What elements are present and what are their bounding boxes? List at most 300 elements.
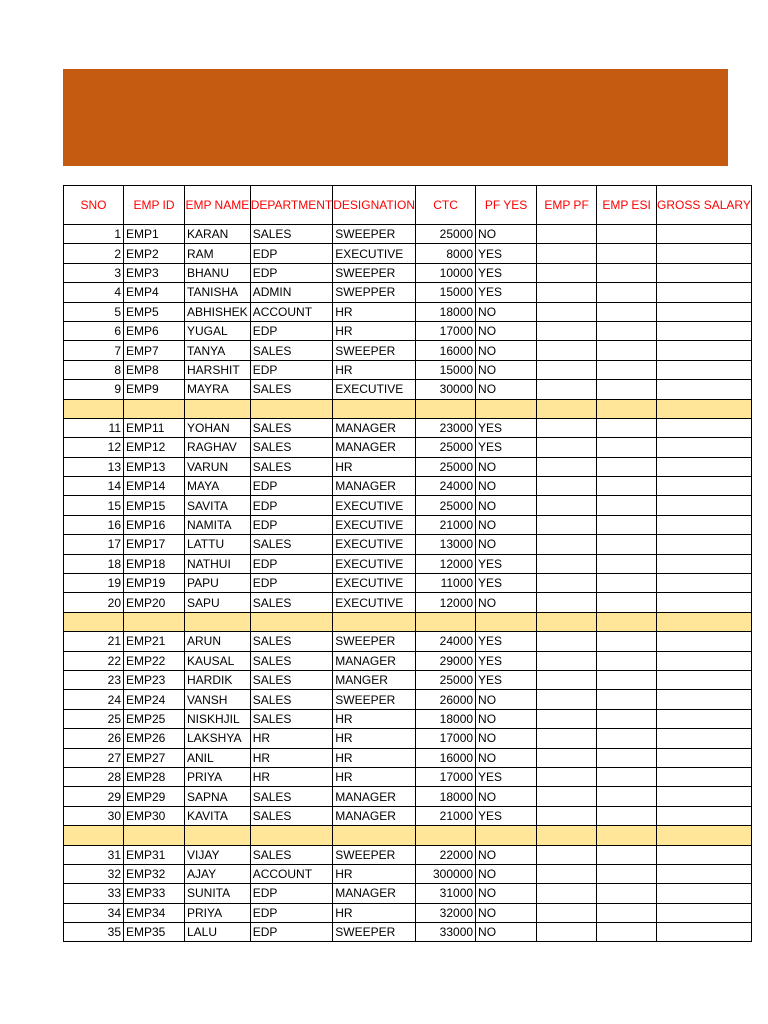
- cell-emp-id[interactable]: EMP6: [124, 321, 185, 340]
- separator-cell[interactable]: [416, 826, 476, 845]
- cell-designation[interactable]: EXECUTIVE: [333, 496, 416, 515]
- cell-emp-id[interactable]: EMP12: [124, 438, 185, 457]
- separator-cell[interactable]: [597, 399, 657, 418]
- cell-designation[interactable]: EXECUTIVE: [333, 380, 416, 399]
- cell-emp-esi[interactable]: [597, 554, 657, 573]
- cell-emp-pf[interactable]: [537, 806, 597, 825]
- separator-cell[interactable]: [185, 399, 251, 418]
- cell-ctc[interactable]: 22000: [416, 845, 476, 864]
- cell-designation[interactable]: SWEEPER: [333, 263, 416, 282]
- cell-sno[interactable]: 4: [64, 283, 124, 302]
- cell-designation[interactable]: SWEEPER: [333, 632, 416, 651]
- cell-gross-salary[interactable]: [657, 709, 752, 728]
- cell-sno[interactable]: 15: [64, 496, 124, 515]
- cell-ctc[interactable]: 18000: [416, 302, 476, 321]
- cell-emp-id[interactable]: EMP33: [124, 884, 185, 903]
- cell-ctc[interactable]: 24000: [416, 632, 476, 651]
- cell-emp-esi[interactable]: [597, 903, 657, 922]
- cell-department[interactable]: EDP: [250, 244, 333, 263]
- cell-designation[interactable]: HR: [333, 457, 416, 476]
- cell-emp-pf[interactable]: [537, 670, 597, 689]
- cell-sno[interactable]: 19: [64, 574, 124, 593]
- cell-sno[interactable]: 12: [64, 438, 124, 457]
- header-cell-emp-pf[interactable]: EMP PF: [537, 186, 597, 225]
- header-cell-department[interactable]: DEPARTMENT: [250, 186, 333, 225]
- cell-sno[interactable]: 28: [64, 767, 124, 786]
- cell-gross-salary[interactable]: [657, 283, 752, 302]
- cell-emp-name[interactable]: LATTU: [185, 535, 251, 554]
- cell-emp-id[interactable]: EMP8: [124, 360, 185, 379]
- cell-department[interactable]: SALES: [250, 651, 333, 670]
- cell-gross-salary[interactable]: [657, 651, 752, 670]
- cell-pf-yes[interactable]: NO: [476, 321, 537, 340]
- header-cell-designation[interactable]: DESIGNATION: [333, 186, 416, 225]
- cell-emp-pf[interactable]: [537, 496, 597, 515]
- separator-cell[interactable]: [657, 399, 752, 418]
- cell-emp-esi[interactable]: [597, 225, 657, 244]
- cell-emp-pf[interactable]: [537, 903, 597, 922]
- separator-cell[interactable]: [124, 612, 185, 631]
- cell-emp-esi[interactable]: [597, 923, 657, 942]
- cell-ctc[interactable]: 25000: [416, 457, 476, 476]
- cell-designation[interactable]: HR: [333, 767, 416, 786]
- cell-emp-pf[interactable]: [537, 283, 597, 302]
- cell-emp-name[interactable]: MAYRA: [185, 380, 251, 399]
- cell-emp-id[interactable]: EMP28: [124, 767, 185, 786]
- cell-pf-yes[interactable]: YES: [476, 767, 537, 786]
- cell-emp-id[interactable]: EMP35: [124, 923, 185, 942]
- separator-cell[interactable]: [250, 399, 333, 418]
- cell-emp-id[interactable]: EMP20: [124, 593, 185, 612]
- cell-emp-id[interactable]: EMP26: [124, 729, 185, 748]
- cell-designation[interactable]: SWEPPER: [333, 283, 416, 302]
- cell-emp-id[interactable]: EMP23: [124, 670, 185, 689]
- cell-emp-name[interactable]: KAUSAL: [185, 651, 251, 670]
- cell-ctc[interactable]: 21000: [416, 806, 476, 825]
- cell-ctc[interactable]: 25000: [416, 496, 476, 515]
- cell-pf-yes[interactable]: YES: [476, 438, 537, 457]
- cell-emp-name[interactable]: SAPU: [185, 593, 251, 612]
- cell-department[interactable]: EDP: [250, 496, 333, 515]
- separator-cell[interactable]: [416, 399, 476, 418]
- cell-sno[interactable]: 3: [64, 263, 124, 282]
- cell-emp-name[interactable]: LAKSHYA: [185, 729, 251, 748]
- cell-designation[interactable]: EXECUTIVE: [333, 554, 416, 573]
- cell-emp-id[interactable]: EMP19: [124, 574, 185, 593]
- cell-sno[interactable]: 7: [64, 341, 124, 360]
- cell-designation[interactable]: MANAGER: [333, 884, 416, 903]
- cell-gross-salary[interactable]: [657, 923, 752, 942]
- cell-department[interactable]: EDP: [250, 554, 333, 573]
- cell-sno[interactable]: 33: [64, 884, 124, 903]
- cell-designation[interactable]: MANAGER: [333, 651, 416, 670]
- cell-ctc[interactable]: 11000: [416, 574, 476, 593]
- cell-pf-yes[interactable]: NO: [476, 302, 537, 321]
- cell-gross-salary[interactable]: [657, 244, 752, 263]
- cell-emp-pf[interactable]: [537, 787, 597, 806]
- cell-sno[interactable]: 6: [64, 321, 124, 340]
- cell-department[interactable]: ACCOUNT: [250, 864, 333, 883]
- cell-pf-yes[interactable]: NO: [476, 535, 537, 554]
- separator-cell[interactable]: [416, 612, 476, 631]
- cell-department[interactable]: SALES: [250, 632, 333, 651]
- cell-ctc[interactable]: 32000: [416, 903, 476, 922]
- cell-emp-name[interactable]: NATHUI: [185, 554, 251, 573]
- cell-emp-esi[interactable]: [597, 864, 657, 883]
- separator-cell[interactable]: [64, 612, 124, 631]
- cell-pf-yes[interactable]: NO: [476, 690, 537, 709]
- cell-department[interactable]: SALES: [250, 670, 333, 689]
- cell-emp-esi[interactable]: [597, 477, 657, 496]
- cell-department[interactable]: EDP: [250, 321, 333, 340]
- cell-designation[interactable]: HR: [333, 709, 416, 728]
- cell-gross-salary[interactable]: [657, 787, 752, 806]
- cell-emp-esi[interactable]: [597, 496, 657, 515]
- cell-emp-name[interactable]: RAGHAV: [185, 438, 251, 457]
- cell-emp-pf[interactable]: [537, 263, 597, 282]
- cell-gross-salary[interactable]: [657, 884, 752, 903]
- cell-ctc[interactable]: 15000: [416, 360, 476, 379]
- separator-cell[interactable]: [476, 826, 537, 845]
- cell-designation[interactable]: HR: [333, 903, 416, 922]
- cell-department[interactable]: SALES: [250, 438, 333, 457]
- cell-gross-salary[interactable]: [657, 767, 752, 786]
- cell-pf-yes[interactable]: NO: [476, 729, 537, 748]
- cell-ctc[interactable]: 15000: [416, 283, 476, 302]
- cell-pf-yes[interactable]: NO: [476, 593, 537, 612]
- separator-cell[interactable]: [124, 826, 185, 845]
- cell-emp-name[interactable]: RAM: [185, 244, 251, 263]
- cell-emp-id[interactable]: EMP22: [124, 651, 185, 670]
- cell-emp-name[interactable]: ANIL: [185, 748, 251, 767]
- cell-emp-esi[interactable]: [597, 767, 657, 786]
- cell-emp-esi[interactable]: [597, 302, 657, 321]
- cell-emp-pf[interactable]: [537, 864, 597, 883]
- cell-emp-esi[interactable]: [597, 418, 657, 437]
- cell-department[interactable]: ACCOUNT: [250, 302, 333, 321]
- cell-pf-yes[interactable]: NO: [476, 515, 537, 534]
- cell-gross-salary[interactable]: [657, 225, 752, 244]
- cell-sno[interactable]: 20: [64, 593, 124, 612]
- cell-emp-name[interactable]: TANYA: [185, 341, 251, 360]
- cell-sno[interactable]: 34: [64, 903, 124, 922]
- cell-designation[interactable]: HR: [333, 360, 416, 379]
- cell-designation[interactable]: HR: [333, 864, 416, 883]
- cell-gross-salary[interactable]: [657, 690, 752, 709]
- cell-emp-pf[interactable]: [537, 302, 597, 321]
- cell-ctc[interactable]: 18000: [416, 787, 476, 806]
- cell-designation[interactable]: HR: [333, 321, 416, 340]
- cell-pf-yes[interactable]: YES: [476, 554, 537, 573]
- cell-pf-yes[interactable]: YES: [476, 670, 537, 689]
- separator-cell[interactable]: [537, 399, 597, 418]
- header-cell-emp-name[interactable]: EMP NAME: [185, 186, 251, 225]
- cell-department[interactable]: EDP: [250, 923, 333, 942]
- cell-emp-name[interactable]: PRIYA: [185, 903, 251, 922]
- cell-emp-esi[interactable]: [597, 380, 657, 399]
- cell-emp-esi[interactable]: [597, 690, 657, 709]
- cell-emp-pf[interactable]: [537, 438, 597, 457]
- cell-sno[interactable]: 1: [64, 225, 124, 244]
- cell-sno[interactable]: 23: [64, 670, 124, 689]
- cell-ctc[interactable]: 17000: [416, 767, 476, 786]
- cell-emp-pf[interactable]: [537, 457, 597, 476]
- cell-gross-salary[interactable]: [657, 670, 752, 689]
- cell-ctc[interactable]: 29000: [416, 651, 476, 670]
- cell-department[interactable]: HR: [250, 767, 333, 786]
- cell-emp-id[interactable]: EMP27: [124, 748, 185, 767]
- cell-pf-yes[interactable]: NO: [476, 496, 537, 515]
- cell-emp-pf[interactable]: [537, 767, 597, 786]
- cell-emp-pf[interactable]: [537, 535, 597, 554]
- cell-emp-id[interactable]: EMP15: [124, 496, 185, 515]
- separator-cell[interactable]: [185, 612, 251, 631]
- cell-gross-salary[interactable]: [657, 418, 752, 437]
- cell-emp-esi[interactable]: [597, 321, 657, 340]
- cell-department[interactable]: HR: [250, 748, 333, 767]
- cell-emp-pf[interactable]: [537, 651, 597, 670]
- separator-cell[interactable]: [597, 826, 657, 845]
- cell-emp-esi[interactable]: [597, 457, 657, 476]
- separator-cell[interactable]: [657, 826, 752, 845]
- cell-ctc[interactable]: 12000: [416, 554, 476, 573]
- cell-gross-salary[interactable]: [657, 806, 752, 825]
- cell-emp-id[interactable]: EMP21: [124, 632, 185, 651]
- cell-pf-yes[interactable]: NO: [476, 748, 537, 767]
- separator-cell[interactable]: [537, 826, 597, 845]
- separator-cell[interactable]: [333, 399, 416, 418]
- cell-gross-salary[interactable]: [657, 903, 752, 922]
- cell-pf-yes[interactable]: NO: [476, 360, 537, 379]
- cell-department[interactable]: EDP: [250, 903, 333, 922]
- cell-emp-id[interactable]: EMP32: [124, 864, 185, 883]
- cell-pf-yes[interactable]: NO: [476, 709, 537, 728]
- cell-emp-esi[interactable]: [597, 574, 657, 593]
- cell-gross-salary[interactable]: [657, 729, 752, 748]
- cell-sno[interactable]: 26: [64, 729, 124, 748]
- cell-ctc[interactable]: 25000: [416, 670, 476, 689]
- cell-emp-name[interactable]: VIJAY: [185, 845, 251, 864]
- cell-department[interactable]: ADMIN: [250, 283, 333, 302]
- separator-cell[interactable]: [124, 399, 185, 418]
- cell-ctc[interactable]: 10000: [416, 263, 476, 282]
- cell-emp-pf[interactable]: [537, 341, 597, 360]
- cell-designation[interactable]: HR: [333, 302, 416, 321]
- cell-department[interactable]: EDP: [250, 574, 333, 593]
- cell-emp-id[interactable]: EMP16: [124, 515, 185, 534]
- cell-emp-pf[interactable]: [537, 884, 597, 903]
- cell-emp-esi[interactable]: [597, 263, 657, 282]
- cell-emp-esi[interactable]: [597, 438, 657, 457]
- cell-ctc[interactable]: 300000: [416, 864, 476, 883]
- cell-emp-id[interactable]: EMP13: [124, 457, 185, 476]
- cell-emp-id[interactable]: EMP30: [124, 806, 185, 825]
- cell-emp-pf[interactable]: [537, 418, 597, 437]
- cell-emp-pf[interactable]: [537, 244, 597, 263]
- cell-emp-esi[interactable]: [597, 632, 657, 651]
- cell-emp-pf[interactable]: [537, 574, 597, 593]
- cell-designation[interactable]: EXECUTIVE: [333, 515, 416, 534]
- cell-emp-name[interactable]: SAPNA: [185, 787, 251, 806]
- cell-emp-id[interactable]: EMP25: [124, 709, 185, 728]
- separator-cell[interactable]: [250, 826, 333, 845]
- cell-designation[interactable]: SWEEPER: [333, 845, 416, 864]
- cell-pf-yes[interactable]: NO: [476, 845, 537, 864]
- cell-ctc[interactable]: 33000: [416, 923, 476, 942]
- cell-sno[interactable]: 29: [64, 787, 124, 806]
- cell-pf-yes[interactable]: YES: [476, 574, 537, 593]
- cell-sno[interactable]: 5: [64, 302, 124, 321]
- cell-emp-pf[interactable]: [537, 632, 597, 651]
- cell-emp-id[interactable]: EMP7: [124, 341, 185, 360]
- header-cell-pf-yes[interactable]: PF YES: [476, 186, 537, 225]
- cell-ctc[interactable]: 30000: [416, 380, 476, 399]
- cell-emp-name[interactable]: KAVITA: [185, 806, 251, 825]
- cell-gross-salary[interactable]: [657, 496, 752, 515]
- cell-ctc[interactable]: 18000: [416, 709, 476, 728]
- cell-emp-esi[interactable]: [597, 845, 657, 864]
- separator-cell[interactable]: [333, 826, 416, 845]
- cell-emp-id[interactable]: EMP14: [124, 477, 185, 496]
- cell-pf-yes[interactable]: YES: [476, 283, 537, 302]
- cell-gross-salary[interactable]: [657, 477, 752, 496]
- cell-designation[interactable]: SWEEPER: [333, 341, 416, 360]
- cell-sno[interactable]: 35: [64, 923, 124, 942]
- cell-pf-yes[interactable]: YES: [476, 806, 537, 825]
- cell-emp-esi[interactable]: [597, 884, 657, 903]
- cell-pf-yes[interactable]: NO: [476, 457, 537, 476]
- cell-department[interactable]: EDP: [250, 515, 333, 534]
- cell-gross-salary[interactable]: [657, 341, 752, 360]
- cell-emp-esi[interactable]: [597, 709, 657, 728]
- cell-emp-pf[interactable]: [537, 554, 597, 573]
- cell-department[interactable]: EDP: [250, 477, 333, 496]
- header-cell-emp-id[interactable]: EMP ID: [124, 186, 185, 225]
- cell-pf-yes[interactable]: NO: [476, 225, 537, 244]
- cell-ctc[interactable]: 8000: [416, 244, 476, 263]
- cell-ctc[interactable]: 26000: [416, 690, 476, 709]
- cell-emp-name[interactable]: NAMITA: [185, 515, 251, 534]
- cell-ctc[interactable]: 25000: [416, 438, 476, 457]
- cell-ctc[interactable]: 12000: [416, 593, 476, 612]
- cell-pf-yes[interactable]: NO: [476, 884, 537, 903]
- cell-emp-pf[interactable]: [537, 321, 597, 340]
- separator-cell[interactable]: [657, 612, 752, 631]
- cell-department[interactable]: SALES: [250, 787, 333, 806]
- cell-sno[interactable]: 31: [64, 845, 124, 864]
- cell-sno[interactable]: 17: [64, 535, 124, 554]
- cell-designation[interactable]: MANAGER: [333, 438, 416, 457]
- cell-emp-pf[interactable]: [537, 729, 597, 748]
- cell-emp-pf[interactable]: [537, 477, 597, 496]
- cell-department[interactable]: SALES: [250, 806, 333, 825]
- cell-emp-name[interactable]: MAYA: [185, 477, 251, 496]
- cell-ctc[interactable]: 13000: [416, 535, 476, 554]
- cell-emp-name[interactable]: PRIYA: [185, 767, 251, 786]
- cell-pf-yes[interactable]: NO: [476, 923, 537, 942]
- cell-gross-salary[interactable]: [657, 263, 752, 282]
- cell-emp-pf[interactable]: [537, 690, 597, 709]
- cell-emp-pf[interactable]: [537, 515, 597, 534]
- cell-emp-name[interactable]: ARUN: [185, 632, 251, 651]
- cell-department[interactable]: SALES: [250, 380, 333, 399]
- cell-designation[interactable]: EXECUTIVE: [333, 574, 416, 593]
- cell-emp-name[interactable]: BHANU: [185, 263, 251, 282]
- cell-designation[interactable]: MANAGER: [333, 418, 416, 437]
- cell-gross-salary[interactable]: [657, 574, 752, 593]
- cell-department[interactable]: SALES: [250, 457, 333, 476]
- cell-gross-salary[interactable]: [657, 632, 752, 651]
- cell-emp-esi[interactable]: [597, 341, 657, 360]
- separator-cell[interactable]: [64, 826, 124, 845]
- cell-designation[interactable]: EXECUTIVE: [333, 593, 416, 612]
- cell-designation[interactable]: HR: [333, 729, 416, 748]
- cell-department[interactable]: SALES: [250, 690, 333, 709]
- header-cell-emp-esi[interactable]: EMP ESI: [597, 186, 657, 225]
- header-cell-gross-salary[interactable]: GROSS SALARY: [657, 186, 752, 225]
- cell-ctc[interactable]: 24000: [416, 477, 476, 496]
- cell-gross-salary[interactable]: [657, 515, 752, 534]
- cell-sno[interactable]: 24: [64, 690, 124, 709]
- cell-emp-name[interactable]: HARSHIT: [185, 360, 251, 379]
- cell-designation[interactable]: EXECUTIVE: [333, 535, 416, 554]
- cell-sno[interactable]: 14: [64, 477, 124, 496]
- cell-gross-salary[interactable]: [657, 457, 752, 476]
- cell-emp-name[interactable]: YUGAL: [185, 321, 251, 340]
- cell-gross-salary[interactable]: [657, 554, 752, 573]
- cell-emp-id[interactable]: EMP5: [124, 302, 185, 321]
- cell-pf-yes[interactable]: NO: [476, 341, 537, 360]
- cell-emp-id[interactable]: EMP4: [124, 283, 185, 302]
- cell-emp-id[interactable]: EMP1: [124, 225, 185, 244]
- cell-sno[interactable]: 22: [64, 651, 124, 670]
- cell-gross-salary[interactable]: [657, 845, 752, 864]
- cell-designation[interactable]: SWEEPER: [333, 690, 416, 709]
- cell-gross-salary[interactable]: [657, 380, 752, 399]
- cell-sno[interactable]: 21: [64, 632, 124, 651]
- separator-cell[interactable]: [537, 612, 597, 631]
- cell-emp-id[interactable]: EMP34: [124, 903, 185, 922]
- cell-department[interactable]: SALES: [250, 845, 333, 864]
- cell-emp-esi[interactable]: [597, 787, 657, 806]
- cell-emp-esi[interactable]: [597, 651, 657, 670]
- cell-gross-salary[interactable]: [657, 302, 752, 321]
- cell-gross-salary[interactable]: [657, 748, 752, 767]
- cell-gross-salary[interactable]: [657, 438, 752, 457]
- cell-designation[interactable]: SWEEPER: [333, 225, 416, 244]
- header-cell-ctc[interactable]: CTC: [416, 186, 476, 225]
- cell-sno[interactable]: 27: [64, 748, 124, 767]
- cell-department[interactable]: EDP: [250, 884, 333, 903]
- cell-emp-pf[interactable]: [537, 380, 597, 399]
- cell-emp-pf[interactable]: [537, 748, 597, 767]
- cell-emp-id[interactable]: EMP31: [124, 845, 185, 864]
- header-cell-sno[interactable]: SNO: [64, 186, 124, 225]
- cell-sno[interactable]: 13: [64, 457, 124, 476]
- separator-cell[interactable]: [185, 826, 251, 845]
- cell-ctc[interactable]: 16000: [416, 748, 476, 767]
- cell-department[interactable]: EDP: [250, 360, 333, 379]
- cell-designation[interactable]: MANGER: [333, 670, 416, 689]
- cell-sno[interactable]: 18: [64, 554, 124, 573]
- cell-sno[interactable]: 32: [64, 864, 124, 883]
- cell-ctc[interactable]: 25000: [416, 225, 476, 244]
- cell-emp-pf[interactable]: [537, 225, 597, 244]
- cell-designation[interactable]: MANAGER: [333, 787, 416, 806]
- cell-ctc[interactable]: 21000: [416, 515, 476, 534]
- cell-emp-pf[interactable]: [537, 923, 597, 942]
- cell-gross-salary[interactable]: [657, 864, 752, 883]
